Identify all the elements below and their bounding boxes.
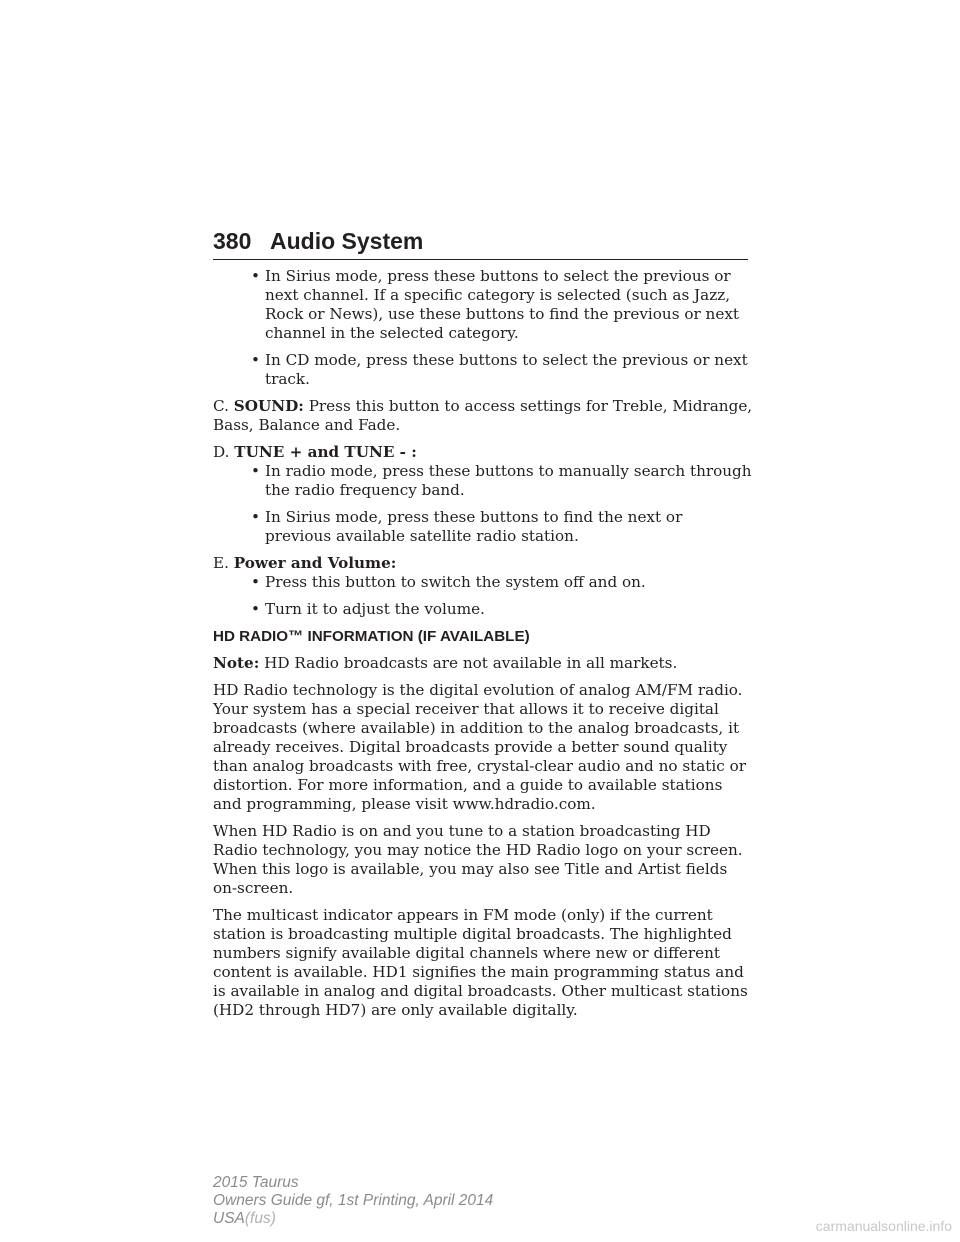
list-item: • In radio mode, press these buttons to manually search through the radio frequency band. — [251, 462, 752, 499]
list-item: • Turn it to adjust the volume. — [251, 600, 485, 618]
page-header — [213, 228, 748, 260]
footer-model: 2015 Taurus — [213, 1174, 299, 1191]
note: Note: HD Radio broadcasts are not available in all markets. — [213, 654, 678, 672]
list-item: • In Sirius mode, press these buttons to select the previous or next channel. If a specific category is selected (such as Jazz, Rock or News), use these buttons to find the previous or next channel in the selected category. — [251, 267, 739, 342]
list-item: • In CD mode, press these buttons to select the previous or next track. — [251, 351, 748, 388]
hd-radio-heading: HD RADIO™ INFORMATION (IF AVAILABLE) — [213, 628, 530, 645]
bullet-icon: • — [251, 600, 260, 618]
bullet-icon: • — [251, 462, 260, 480]
bullet-icon: • — [251, 573, 260, 591]
bullet-icon: • — [251, 267, 260, 285]
item-power-volume: E. Power and Volume: — [213, 554, 397, 572]
footer-market: USA(fus) — [213, 1210, 276, 1227]
paragraph: HD Radio technology is the digital evolution of analog AM/FM radio. Your system has a special receiver that allows it to receive digital broadcasts (where available) in addition to the analog broadcasts, it already receives. Digital broadcasts provide a better sound quality than analog broadcasts with free, crystal-clear audio and no static or distortion. For more information, and a guide to available stations and programming, please visit www.hdradio.com. — [213, 681, 747, 813]
page-footer — [213, 1174, 493, 1228]
item-sound: C. SOUND: Press this button to access settings for Treble, Midrange, Bass, Balance and Fade. — [213, 397, 753, 434]
bullet-icon: • — [251, 508, 260, 526]
paragraph: The multicast indicator appears in FM mode (only) if the current station is broadcasting multiple digital broadcasts. The highlighted numbers signify available digital channels where new or different content is available. HD1 signifies the main programming status and is available in analog and digital broadcasts. Other multicast stations (HD2 through HD7) are only available digitally. — [213, 906, 748, 1019]
watermark: carmanualsonline.info — [815, 1218, 952, 1234]
list-item: • In Sirius mode, press these buttons to find the next or previous available satellite radio station. — [251, 508, 683, 545]
bullet-icon: • — [251, 351, 260, 369]
section-title: Audio System — [270, 228, 424, 254]
page-content — [213, 267, 753, 1028]
page-number: 380 — [213, 228, 252, 254]
header-rule — [213, 259, 748, 260]
footer-printing: Owners Guide gf, 1st Printing, April 2014 — [213, 1192, 494, 1209]
paragraph: When HD Radio is on and you tune to a station broadcasting HD Radio technology, you may notice the HD Radio logo on your screen. When this logo is available, you may also see Title and Artist fields on-screen. — [213, 822, 743, 897]
item-tune: D. TUNE + and TUNE - : — [213, 443, 417, 461]
list-item: • Press this button to switch the system off and on. — [251, 573, 646, 591]
